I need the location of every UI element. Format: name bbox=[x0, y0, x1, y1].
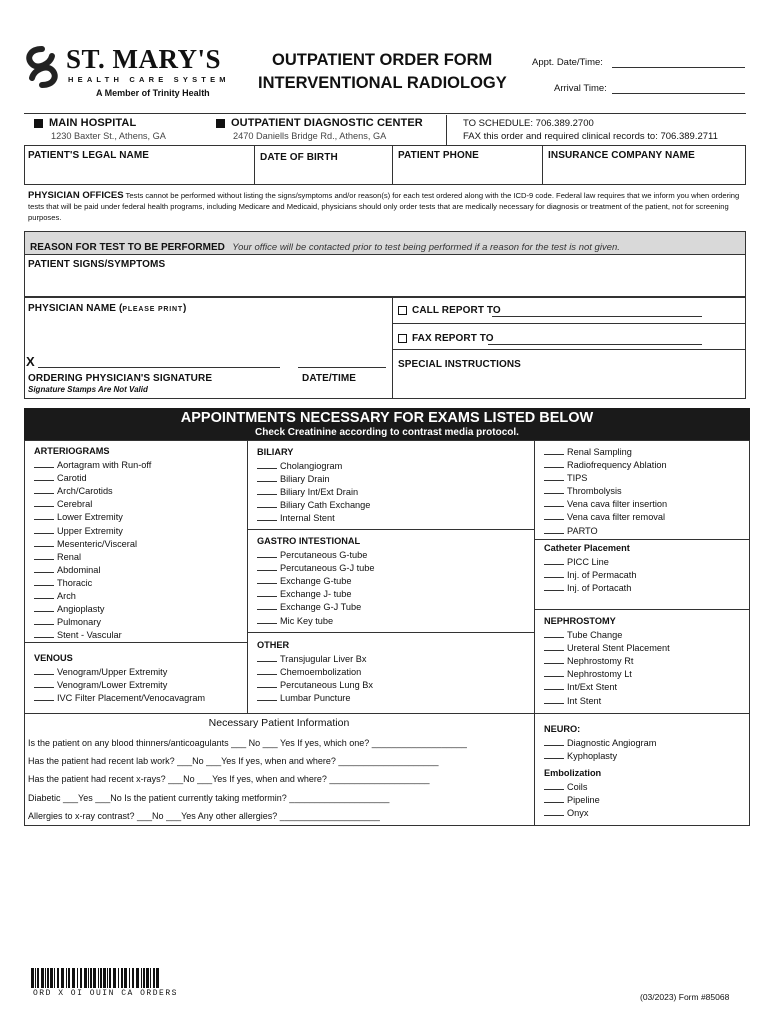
arrival-time-field[interactable] bbox=[612, 93, 745, 94]
embolization-item-label: Onyx bbox=[567, 808, 589, 819]
biliary-title: BILIARY bbox=[257, 447, 294, 457]
appointments-subtitle: Check Creatinine according to contrast media protocol. bbox=[255, 427, 519, 438]
divider bbox=[392, 145, 393, 185]
check-blank[interactable] bbox=[34, 680, 54, 688]
arteriograms-item-label: Renal bbox=[57, 551, 82, 562]
check-blank[interactable] bbox=[257, 500, 277, 508]
special-instructions-field[interactable]: SPECIAL INSTRUCTIONS bbox=[398, 359, 521, 370]
gastro-item-label: Mic Key tube bbox=[280, 615, 334, 626]
nephrostomy-item[interactable] bbox=[544, 695, 670, 708]
allergies-question[interactable]: Allergies to x-ray contrast? ___No ___Yes Any other allergies? ____________________ bbox=[28, 811, 380, 821]
embolization-item-label: Coils bbox=[567, 782, 588, 793]
arteriograms-item[interactable] bbox=[34, 538, 151, 551]
square-bullet-icon bbox=[216, 119, 225, 128]
embolization-item[interactable] bbox=[544, 781, 601, 794]
arteriograms-item-label: Arch bbox=[57, 591, 76, 602]
barcode-icon bbox=[31, 968, 161, 988]
arteriograms-item[interactable] bbox=[34, 525, 151, 538]
biliary-item-label: Cholangiogram bbox=[280, 461, 343, 472]
venous-item[interactable] bbox=[34, 679, 205, 692]
arteriograms-item[interactable] bbox=[34, 564, 151, 577]
check-blank[interactable] bbox=[34, 565, 54, 573]
arteriograms-item[interactable] bbox=[34, 577, 151, 590]
divider bbox=[392, 349, 746, 350]
other-item[interactable] bbox=[257, 666, 373, 679]
fax-report-checkbox[interactable] bbox=[398, 333, 494, 344]
check-blank[interactable] bbox=[34, 460, 54, 468]
neuro-title: NEURO: bbox=[544, 724, 581, 734]
catheter-item[interactable] bbox=[544, 556, 636, 569]
check-blank[interactable] bbox=[257, 589, 277, 597]
appt-date-field[interactable] bbox=[612, 67, 745, 68]
biliary-item-label: Biliary Cath Exchange bbox=[280, 500, 371, 511]
barcode bbox=[31, 968, 161, 988]
renal_col-item-label: Vena cava filter removal bbox=[567, 512, 666, 523]
nephrostomy-item[interactable] bbox=[544, 681, 670, 694]
biliary-item[interactable] bbox=[257, 473, 370, 486]
gastro-item-label: Percutaneous G-tube bbox=[280, 550, 368, 561]
divider bbox=[24, 113, 746, 114]
venous-item[interactable] bbox=[34, 692, 205, 705]
embolization-item-label: Pipeline bbox=[567, 795, 600, 806]
check-blank[interactable] bbox=[34, 630, 54, 638]
catheter-item-label: Inj. of Portacath bbox=[567, 583, 632, 594]
renal_col-item-label: Vena cava filter insertion bbox=[567, 499, 668, 510]
check-blank[interactable] bbox=[34, 667, 54, 675]
arteriograms-item[interactable] bbox=[34, 616, 151, 629]
check-blank[interactable] bbox=[544, 512, 564, 520]
fax-report-label: FAX REPORT TO bbox=[412, 333, 494, 344]
appointments-header bbox=[24, 408, 750, 440]
check-blank[interactable] bbox=[544, 473, 564, 481]
catheter-item-label: PICC Line bbox=[567, 557, 609, 568]
catheter-item[interactable] bbox=[544, 569, 636, 582]
gastro-item[interactable] bbox=[257, 549, 374, 562]
renal_col-item-label: TIPS bbox=[567, 473, 588, 484]
divider bbox=[542, 145, 543, 185]
arteriograms-item-label: Stent - Vascular bbox=[57, 630, 122, 641]
check-blank[interactable] bbox=[257, 474, 277, 482]
check-blank[interactable] bbox=[34, 552, 54, 560]
check-blank[interactable] bbox=[544, 447, 564, 455]
gastro-item-label: Exchange J- tube bbox=[280, 589, 352, 600]
divider bbox=[534, 713, 750, 714]
embolization-title: Embolization bbox=[544, 768, 602, 778]
renal_col-item-label: PARTO bbox=[567, 525, 598, 536]
opd-center-address: 2470 Daniells Bridge Rd., Athens, GA bbox=[233, 131, 387, 141]
form-title-line2: INTERVENTIONAL RADIOLOGY bbox=[258, 74, 507, 92]
appt-date-label: Appt. Date/Time: bbox=[532, 57, 603, 68]
arteriograms-item-label: Cerebral bbox=[57, 499, 93, 510]
renal-list bbox=[544, 446, 667, 538]
other-item-label: Transjugular Liver Bx bbox=[280, 654, 367, 665]
signature-x-mark: X bbox=[26, 354, 35, 369]
check-blank[interactable] bbox=[257, 563, 277, 571]
venous-item-label: Venogram/Upper Extremity bbox=[57, 667, 168, 678]
date-of-birth-field[interactable]: DATE OF BIRTH bbox=[260, 152, 338, 163]
physician-offices-notice bbox=[28, 190, 744, 223]
check-blank[interactable] bbox=[544, 682, 564, 690]
arteriograms-item[interactable] bbox=[34, 603, 151, 616]
divider bbox=[24, 297, 746, 298]
blood-thinners-question[interactable]: Is the patient on any blood thinners/anticoagulants ___ No ___ Yes If yes, which one? ___________________ bbox=[28, 738, 467, 748]
nephrostomy-item-label: Nephrostomy Rt bbox=[567, 656, 634, 667]
check-blank[interactable] bbox=[34, 539, 54, 547]
embolization-item[interactable] bbox=[544, 794, 601, 807]
physician-name-field[interactable] bbox=[28, 303, 186, 314]
physician-name-close: ) bbox=[182, 303, 187, 314]
catheter-list bbox=[544, 542, 636, 595]
arteriograms-item-label: Angioplasty bbox=[57, 604, 105, 615]
check-blank[interactable] bbox=[34, 693, 54, 701]
opd-center-name: OUTPATIENT DIAGNOSTIC CENTER bbox=[231, 117, 423, 129]
check-blank[interactable] bbox=[34, 499, 54, 507]
arteriograms-title: ARTERIOGRAMS bbox=[34, 446, 110, 456]
biliary-list bbox=[257, 446, 370, 526]
nephrostomy-title: NEPHROSTOMY bbox=[544, 616, 616, 626]
renal_col-item-label: Renal Sampling bbox=[567, 447, 632, 457]
nephrostomy-item-label: Tube Change bbox=[567, 630, 623, 641]
square-bullet-icon bbox=[34, 119, 43, 128]
xrays-question[interactable]: Has the patient had recent x-rays? ___No ___Yes If yes, when and where? ____________________ bbox=[28, 774, 430, 784]
patient-phone-field[interactable]: PATIENT PHONE bbox=[398, 150, 479, 161]
physician-offices-label: PHYSICIAN OFFICES bbox=[28, 190, 124, 201]
check-blank[interactable] bbox=[257, 616, 277, 624]
check-blank[interactable] bbox=[544, 738, 564, 746]
check-blank[interactable] bbox=[544, 460, 564, 468]
check-blank[interactable] bbox=[257, 576, 277, 584]
patient-info-title: Necessary Patient Information bbox=[208, 717, 350, 729]
check-blank[interactable] bbox=[257, 680, 277, 688]
check-blank[interactable] bbox=[544, 751, 564, 759]
check-blank[interactable] bbox=[544, 656, 564, 664]
arrival-time-label: Arrival Time: bbox=[554, 83, 607, 94]
neuro-item[interactable] bbox=[544, 737, 656, 750]
check-blank[interactable] bbox=[34, 473, 54, 481]
renal_col-item[interactable] bbox=[544, 498, 667, 511]
reason-label: REASON FOR TEST TO BE PERFORMED bbox=[30, 242, 225, 253]
divider bbox=[247, 632, 534, 633]
venous-item-label: Venogram/Lower Extremity bbox=[57, 680, 168, 691]
other-item-label: Chemoembolization bbox=[280, 667, 362, 678]
check-blank[interactable] bbox=[257, 550, 277, 558]
gastro-item-label: Exchange G-J Tube bbox=[280, 602, 362, 613]
main-hospital bbox=[34, 117, 136, 129]
patient-legal-name-field[interactable]: PATIENT'S LEGAL NAME bbox=[28, 150, 150, 161]
check-blank[interactable] bbox=[257, 667, 277, 675]
physician-offices-text: Tests cannot be performed without listing the signs/symptoms and/or reason(s) for each test ordered along with the ICD-9 code. Federal law requires that we inform you when ordering tests that will be paid under federal health programs, including Medicare and Medicaid, physicians should only order tests that are medically necessary for diagnosis or treatment of the patient, not for screening purposes. bbox=[28, 191, 740, 222]
nephrostomy-item[interactable] bbox=[544, 642, 670, 655]
physician-name-label: PHYSICIAN NAME ( bbox=[28, 303, 123, 314]
arteriograms-item-label: Arch/Carotids bbox=[57, 486, 113, 497]
check-blank[interactable] bbox=[544, 669, 564, 677]
catheter-title: Catheter Placement bbox=[544, 543, 630, 553]
divider bbox=[534, 609, 750, 610]
check-blank[interactable] bbox=[34, 604, 54, 612]
venous-item-label: IVC Filter Placement/Venocavagram bbox=[57, 693, 206, 704]
gastro-item[interactable] bbox=[257, 575, 374, 588]
check-blank[interactable] bbox=[34, 578, 54, 586]
renal_col-item[interactable] bbox=[544, 485, 667, 498]
brand-name: ST. MARY'S bbox=[66, 44, 222, 74]
reason-header bbox=[30, 237, 620, 255]
arteriograms-item[interactable] bbox=[34, 485, 151, 498]
other-item-label: Percutaneous Lung Bx bbox=[280, 680, 373, 691]
other-item[interactable] bbox=[257, 692, 373, 705]
main-hospital-address: 1230 Baxter St., Athens, GA bbox=[51, 131, 166, 141]
divider bbox=[247, 529, 534, 530]
nephrostomy-list bbox=[544, 615, 670, 708]
insurance-company-field[interactable]: INSURANCE COMPANY NAME bbox=[548, 150, 695, 161]
other-item-label: Lumbar Puncture bbox=[280, 693, 351, 704]
check-blank[interactable] bbox=[544, 808, 564, 816]
checkbox-icon[interactable] bbox=[398, 306, 407, 315]
call-report-checkbox[interactable] bbox=[398, 305, 501, 316]
renal_col-item[interactable] bbox=[544, 446, 667, 459]
fax-number: FAX this order and required clinical records to: 706.389.2711 bbox=[463, 131, 718, 142]
reason-note: Your office will be contacted prior to test being performed if a reason for the test is not given. bbox=[232, 242, 620, 253]
neuro-list bbox=[544, 723, 656, 763]
divider bbox=[24, 713, 534, 714]
checkbox-icon[interactable] bbox=[398, 334, 407, 343]
call-report-field[interactable] bbox=[492, 316, 702, 317]
gastro-item[interactable] bbox=[257, 601, 374, 614]
gastro-item-label: Percutaneous G-J tube bbox=[280, 563, 375, 574]
check-blank[interactable] bbox=[34, 617, 54, 625]
arteriograms-item[interactable] bbox=[34, 511, 151, 524]
arteriograms-item[interactable] bbox=[34, 551, 151, 564]
arteriograms-item[interactable] bbox=[34, 629, 151, 642]
check-blank[interactable] bbox=[544, 499, 564, 507]
venous-list bbox=[34, 652, 205, 705]
divider bbox=[392, 323, 746, 324]
date-time-field[interactable] bbox=[298, 367, 386, 368]
check-blank[interactable] bbox=[34, 486, 54, 494]
arteriograms-item-label: Thoracic bbox=[57, 577, 93, 588]
renal_col-item[interactable] bbox=[544, 472, 667, 485]
nephrostomy-item-label: Int Stent bbox=[567, 695, 602, 706]
check-blank[interactable] bbox=[257, 602, 277, 610]
biliary-item[interactable] bbox=[257, 460, 370, 473]
divider bbox=[247, 440, 248, 642]
check-blank[interactable] bbox=[544, 486, 564, 494]
renal_col-item-label: Radiofrequency Ablation bbox=[567, 460, 667, 471]
brand-subtitle: HEALTH CARE SYSTEM bbox=[68, 75, 230, 84]
form-number: (03/2023) Form #85068 bbox=[640, 992, 730, 1002]
neuro-item-label: Kyphoplasty bbox=[567, 751, 618, 762]
schedule-phone: TO SCHEDULE: 706.389.2700 bbox=[463, 118, 594, 129]
divider bbox=[534, 440, 535, 826]
other-item[interactable] bbox=[257, 679, 373, 692]
logo-mark-icon bbox=[22, 46, 62, 88]
arteriograms-item[interactable] bbox=[34, 459, 151, 472]
catheter-item-label: Inj. of Permacath bbox=[567, 570, 637, 581]
arteriograms-item-label: Carotid bbox=[57, 473, 87, 484]
arteriograms-item-label: Lower Extremity bbox=[57, 512, 123, 523]
divider bbox=[446, 115, 447, 145]
embolization-list bbox=[544, 767, 601, 820]
divider bbox=[254, 145, 255, 185]
nephrostomy-item-label: Nephrostomy Lt bbox=[567, 669, 632, 680]
check-blank[interactable] bbox=[544, 526, 564, 534]
divider bbox=[247, 642, 248, 713]
check-blank[interactable] bbox=[544, 570, 564, 578]
physician-name-hint: PLEASE PRINT bbox=[122, 306, 183, 313]
check-blank[interactable] bbox=[257, 461, 277, 469]
check-blank[interactable] bbox=[544, 643, 564, 651]
arteriograms-item[interactable] bbox=[34, 590, 151, 603]
renal_col-item[interactable] bbox=[544, 459, 667, 472]
venous-item[interactable] bbox=[34, 666, 205, 679]
divider bbox=[534, 539, 750, 540]
catheter-item[interactable] bbox=[544, 582, 636, 595]
call-report-label: CALL REPORT TO bbox=[412, 305, 501, 316]
signature-field[interactable] bbox=[38, 367, 280, 368]
check-blank[interactable] bbox=[257, 513, 277, 521]
biliary-item[interactable] bbox=[257, 486, 370, 499]
check-blank[interactable] bbox=[544, 795, 564, 803]
fax-report-field[interactable] bbox=[488, 344, 702, 345]
form-title-line1: OUTPATIENT ORDER FORM bbox=[272, 51, 493, 69]
patient-signs-symptoms-field[interactable]: PATIENT SIGNS/SYMPTOMS bbox=[28, 259, 166, 270]
other-title: OTHER bbox=[257, 640, 290, 650]
nephrostomy-item-label: Int/Ext Stent bbox=[567, 682, 618, 693]
neuro-item-label: Diagnostic Angiogram bbox=[567, 738, 657, 749]
check-blank[interactable] bbox=[544, 583, 564, 591]
biliary-item[interactable] bbox=[257, 512, 370, 525]
check-blank[interactable] bbox=[34, 591, 54, 599]
signature-label: ORDERING PHYSICIAN'S SIGNATURE bbox=[28, 373, 213, 384]
other-item[interactable] bbox=[257, 653, 373, 666]
gastro-item[interactable] bbox=[257, 588, 374, 601]
nephrostomy-item[interactable] bbox=[544, 668, 670, 681]
biliary-item-label: Biliary Drain bbox=[280, 474, 330, 485]
renal_col-item[interactable] bbox=[544, 525, 667, 538]
check-blank[interactable] bbox=[257, 487, 277, 495]
divider bbox=[392, 297, 393, 399]
arteriograms-item-label: Aortagram with Run-off bbox=[57, 460, 152, 471]
embolization-item[interactable] bbox=[544, 807, 601, 820]
nephrostomy-item[interactable] bbox=[544, 629, 670, 642]
check-blank[interactable] bbox=[257, 654, 277, 662]
date-time-label: DATE/TIME bbox=[302, 373, 357, 384]
gastro-item-label: Exchange G-tube bbox=[280, 576, 352, 587]
main-hospital-name: MAIN HOSPITAL bbox=[49, 117, 137, 129]
check-blank[interactable] bbox=[34, 526, 54, 534]
check-blank[interactable] bbox=[544, 630, 564, 638]
arteriograms-item-label: Upper Extremity bbox=[57, 525, 123, 536]
nephrostomy-item-label: Ureteral Stent Placement bbox=[567, 643, 670, 654]
gastro-list bbox=[257, 535, 374, 628]
lab-work-question[interactable]: Has the patient had recent lab work? ___No ___Yes If yes, when and where? ____________________ bbox=[28, 756, 439, 766]
barcode-text: ORD X OI OUIN CA ORDERS bbox=[33, 989, 178, 998]
brand-member: A Member of Trinity Health bbox=[96, 88, 210, 98]
other-list bbox=[257, 639, 373, 705]
renal_col-item-label: Thrombolysis bbox=[567, 486, 622, 497]
gastro-item[interactable] bbox=[257, 562, 374, 575]
biliary-item[interactable] bbox=[257, 499, 370, 512]
arteriograms-item[interactable] bbox=[34, 472, 151, 485]
gastro-item[interactable] bbox=[257, 615, 374, 628]
arteriograms-item-label: Mesenteric/Visceral bbox=[57, 538, 137, 549]
biliary-item-label: Internal Stent bbox=[280, 513, 335, 524]
gastro-title: GASTRO INTESTIONAL bbox=[257, 536, 361, 546]
check-blank[interactable] bbox=[34, 512, 54, 520]
arteriograms-list bbox=[34, 445, 151, 642]
arteriograms-item[interactable] bbox=[34, 498, 151, 511]
opd-center bbox=[216, 117, 423, 129]
nephrostomy-item[interactable] bbox=[544, 655, 670, 668]
stamps-note: Signature Stamps Are Not Valid bbox=[28, 385, 148, 394]
check-blank[interactable] bbox=[257, 693, 277, 701]
neuro-item[interactable] bbox=[544, 750, 656, 763]
check-blank[interactable] bbox=[544, 557, 564, 565]
renal_col-item[interactable] bbox=[544, 511, 667, 524]
diabetic-question[interactable]: Diabetic ___Yes ___No Is the patient currently taking metformin? ____________________ bbox=[28, 793, 390, 803]
arteriograms-item-label: Abdominal bbox=[57, 564, 101, 575]
appointments-title: APPOINTMENTS NECESSARY FOR EXAMS LISTED BELOW bbox=[180, 410, 594, 426]
arteriograms-item-label: Pulmonary bbox=[57, 617, 101, 628]
biliary-item-label: Biliary Int/Ext Drain bbox=[280, 487, 359, 498]
check-blank[interactable] bbox=[544, 696, 564, 704]
logo bbox=[22, 46, 62, 88]
check-blank[interactable] bbox=[544, 782, 564, 790]
venous-title: VENOUS bbox=[34, 653, 73, 663]
